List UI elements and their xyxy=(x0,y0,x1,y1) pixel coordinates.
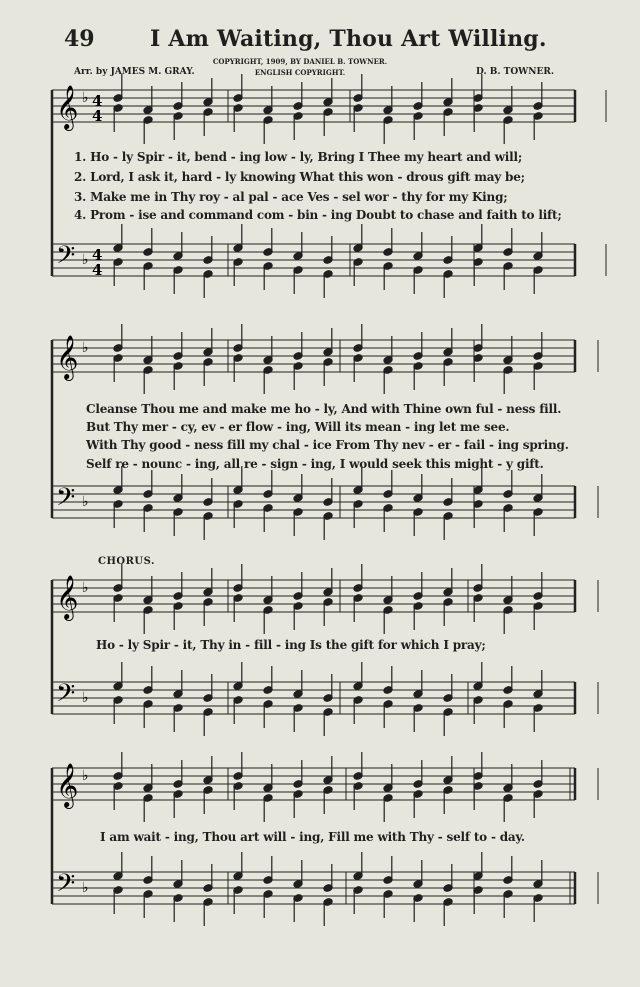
flat-sign-icon: ♭ xyxy=(82,494,89,510)
copyright-line-2: ENGLISH COPYRIGHT. xyxy=(254,68,346,77)
treble-clef-icon: 𝄞 xyxy=(56,335,79,379)
flat-sign-icon: ♭ xyxy=(82,90,89,106)
composer-credit: D. B. TOWNER. xyxy=(476,67,554,77)
chorus-line-1: Ho - ly Spir - it, Thy in - fill - ing Is the gift for which I pray; xyxy=(96,638,486,652)
flat-sign-icon: ♭ xyxy=(82,580,89,596)
flat-sign-icon: ♭ xyxy=(82,690,89,706)
bass-clef-icon: 𝄢 xyxy=(56,679,76,714)
treble-clef-icon: 𝄞 xyxy=(56,575,79,619)
verse-1-line-b: Cleanse Thou me and make me ho - ly, And with Thine own ful - ness fill. xyxy=(86,402,562,416)
chorus-line-2: I am wait - ing, Thou art will - ing, Fill me with Thy - self to - day. xyxy=(100,830,525,844)
time-signature-top: 4 xyxy=(92,92,103,110)
flat-sign-icon: ♭ xyxy=(82,252,89,268)
treble-clef-icon: 𝄞 xyxy=(56,85,79,129)
hymn-title: I Am Waiting, Thou Art Willing. xyxy=(150,26,547,52)
verse-2-line-b: But Thy mer - cy, ev - er flow - ing, Will its mean - ing let me see. xyxy=(86,420,510,434)
verse-3-line-b: With Thy good - ness fill my chal - ice From Thy nev - er - fail - ing spring. xyxy=(86,438,569,452)
verse-4-line-a: 4. Prom - ise and command com - bin - ing Doubt to chase and faith to lift; xyxy=(74,208,562,222)
verse-2-line-a: 2. Lord, I ask it, hard - ly knowing What this won - drous gift may be; xyxy=(74,170,525,184)
time-signature-bottom: 4 xyxy=(92,261,103,279)
hymn-number: 49 xyxy=(64,26,95,52)
treble-clef-icon: 𝄞 xyxy=(56,763,79,807)
bass-clef-icon: 𝄢 xyxy=(56,869,76,904)
verse-1-line-a: 1. Ho - ly Spir - it, bend - ing low - ly, Bring I Thee my heart and will; xyxy=(74,150,523,164)
arranger-credit: Arr. by JAMES M. GRAY. xyxy=(74,67,195,77)
copyright-line-1: COPYRIGHT, 1909, BY DANIEL B. TOWNER. xyxy=(212,57,388,66)
chorus-label: CHORUS. xyxy=(98,556,155,567)
flat-sign-icon: ♭ xyxy=(82,340,89,356)
verse-4-line-b: Self re - nounc - ing, all re - sign - ing, I would seek this might - y gift. xyxy=(86,457,544,471)
verse-3-line-a: 3. Make me in Thy roy - al pal - ace Ves - sel wor - thy for my King; xyxy=(74,190,508,204)
flat-sign-icon: ♭ xyxy=(82,880,89,896)
time-signature-bottom: 4 xyxy=(92,107,103,125)
flat-sign-icon: ♭ xyxy=(82,768,89,784)
bass-clef-icon: 𝄢 xyxy=(56,483,76,518)
bass-clef-icon: 𝄢 xyxy=(56,241,76,276)
time-signature-top: 4 xyxy=(92,246,103,264)
